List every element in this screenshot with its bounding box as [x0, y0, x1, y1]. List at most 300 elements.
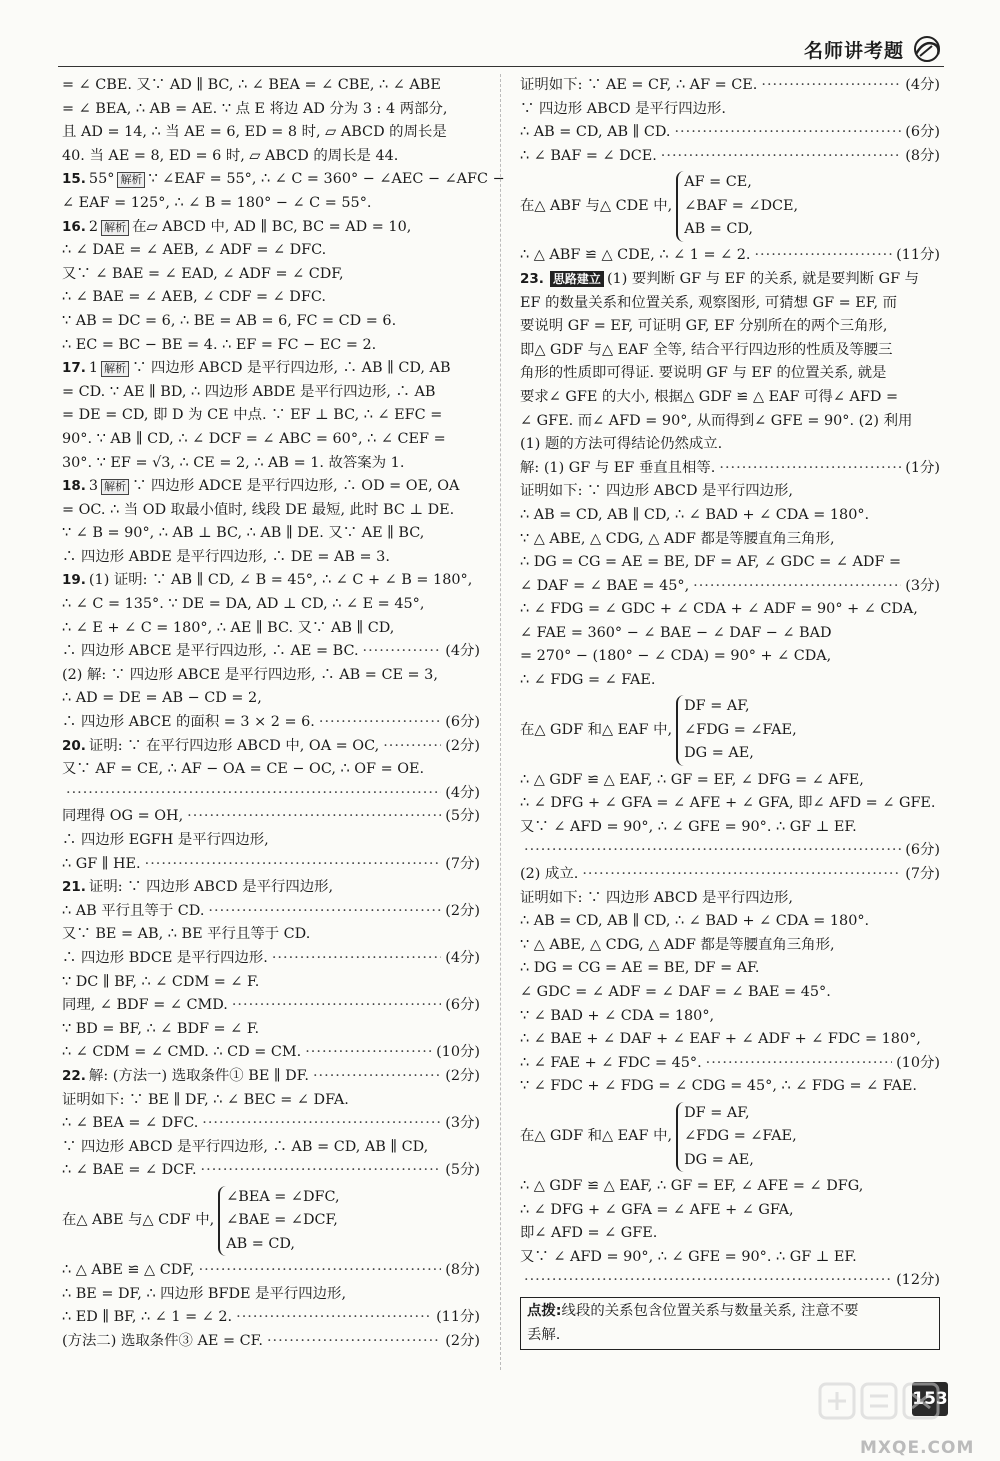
system-brace [676, 695, 797, 766]
line-content [520, 1178, 863, 1194]
line-text: 在▱ ABCD 中, AD ∥ BC, BC = AD = 10, [132, 218, 412, 235]
line-text: ∴ 四边形 ABCE 的面积 = 3 × 2 = 6. [62, 714, 315, 731]
analysis-tag: 解析 [101, 220, 129, 236]
text-line [62, 1259, 480, 1283]
text-line [62, 145, 480, 169]
text-line [520, 598, 940, 622]
line-content [62, 900, 204, 924]
score-points: (6分) [905, 842, 940, 859]
line-content [62, 1330, 263, 1354]
line-content [62, 947, 268, 971]
line-content [62, 1159, 197, 1183]
text-line [520, 887, 940, 911]
text-line [520, 816, 940, 840]
text-line [520, 339, 940, 363]
text-line [520, 1222, 940, 1246]
line-content [62, 431, 446, 447]
line-text: ∵ BD = BF, ∴ ∠ BDF = ∠ F. [62, 1020, 260, 1037]
leader-dots [582, 863, 901, 887]
line-text: (1) 证明: ∵ AB ∥ CD, ∠ B = 45°, ∴ ∠ C + ∠ B = 180°, [88, 572, 473, 589]
line-content [520, 342, 893, 358]
answer-value: 3 [88, 478, 99, 495]
line-text: ∵ 四边形 ABCD 是平行四边形, ∴ AB = CD, AB ∥ CD, [62, 1138, 429, 1155]
line-content [520, 863, 578, 887]
system-intro: 在△ GDF 和△ EAF 中, [520, 1128, 673, 1145]
line-text: 又∵ BE = AB, ∴ BE 平行且等于 CD. [62, 926, 311, 943]
line-content [520, 531, 835, 547]
text-line [62, 971, 480, 995]
line-text: 又∵ ∠ AFD = 90°, ∴ ∠ GFE = 90°. ∴ GF ⊥ EF. [520, 1248, 857, 1265]
question-number: 19. [62, 572, 86, 589]
text-line [520, 910, 940, 934]
line-text: ∴ AD = DE = AB − CD = 2, [62, 690, 262, 707]
system-row: ∠FDG = ∠FAE, [684, 721, 797, 738]
line-content [62, 640, 359, 664]
line-text: = 270° − (180° − ∠ CDA) = 90° + ∠ CDA, [520, 648, 832, 665]
text-line [62, 1306, 480, 1330]
system-row: DG = AE, [684, 1151, 754, 1168]
text-line [520, 575, 940, 599]
line-text: 30°. ∵ EF = √3, ∴ CE = 2, ∴ AB = 1. 故答案为 1. [62, 454, 405, 471]
system-row: DF = AF, [684, 698, 750, 715]
text-line [62, 947, 480, 971]
line-content [62, 502, 454, 518]
line-text: 角形的性质即可得证. 要说明 GF 与 EF 的位置关系, 就是 [520, 365, 887, 382]
text-line [62, 664, 480, 688]
line-text: ∴ AB = CD, AB ∥ CD. [520, 124, 671, 141]
right-column [520, 74, 940, 1350]
text-line [62, 404, 480, 428]
line-content [520, 648, 831, 664]
line-content [62, 407, 442, 423]
leader-dots [754, 244, 892, 268]
header-title: 名师讲考题 [803, 39, 904, 62]
line-text: (方法二) 选取条件③ AE = CF. [62, 1332, 263, 1349]
equation-system [520, 695, 940, 767]
line-text: = ∠ CBE. 又∵ AD ∥ BC, ∴ ∠ BEA = ∠ CBE, ∴ ∠ ABE [62, 77, 441, 93]
score-points: (6分) [445, 997, 480, 1014]
line-text: ∵ 四边形 ABCD 是平行四边形. [520, 100, 726, 117]
score-points: (11分) [896, 247, 940, 264]
line-content [520, 1031, 921, 1047]
line-content [62, 1139, 428, 1155]
line-text: ∠ EAF = 125°, ∴ ∠ B = 180° − ∠ C = 55°. [62, 194, 372, 211]
line-content [62, 101, 447, 117]
score-points: (3分) [905, 577, 940, 594]
text-line [62, 593, 480, 617]
text-line [520, 1246, 940, 1270]
text-line [62, 334, 480, 358]
score-points: (4分) [445, 949, 480, 966]
text-line [62, 239, 480, 263]
line-content [520, 295, 897, 311]
line-content [62, 1041, 301, 1065]
page-header [804, 32, 944, 66]
line-content [62, 360, 451, 376]
leader-dots [693, 575, 901, 599]
line-content [520, 1052, 702, 1076]
line-text: ∴ ∠ BEA = ∠ DFC. [62, 1115, 199, 1132]
system-row: DF = AF, [684, 1104, 750, 1121]
text-line [520, 839, 940, 863]
leader-dots [319, 711, 441, 735]
text-line [520, 480, 940, 504]
line-content [520, 554, 901, 570]
line-content [520, 244, 750, 268]
leader-dots [524, 839, 901, 863]
line-text: (2) 成立. [520, 866, 579, 883]
column-divider [500, 74, 501, 1370]
line-text: ∴ GF ∥ HE. [62, 855, 141, 872]
text-line [520, 457, 940, 481]
score-points: (8分) [905, 147, 940, 164]
text-line [62, 263, 480, 287]
score-points: (8分) [445, 1261, 480, 1278]
text-line [520, 292, 940, 316]
line-content [520, 145, 657, 169]
text-line [62, 640, 480, 664]
equation-system [62, 1185, 480, 1257]
line-text: ∴ △ GDF ≌ △ EAF, ∴ GF = EF, ∠ AFE = ∠ DFG, [520, 1177, 864, 1194]
line-text: ∴ DG = CG = AE = BE, DF = AF, ∠ GDC = ∠ ADF = [520, 554, 902, 571]
line-content [62, 926, 310, 942]
score-points: (7分) [445, 855, 480, 872]
line-content [62, 1306, 232, 1330]
line-text: ∠ GDC = ∠ ADF = ∠ DAF = ∠ BAE = 45°. [520, 984, 831, 1000]
line-content [62, 667, 438, 683]
question-number: 21. [62, 879, 86, 896]
score-points: (6分) [445, 714, 480, 731]
line-text: ∴ △ ABF ≌ △ CDE, ∴ ∠ 1 = ∠ 2. [520, 247, 751, 264]
text-line [520, 268, 940, 292]
line-content [62, 171, 505, 187]
text-line [520, 551, 940, 575]
leader-dots [272, 947, 441, 971]
text-line [62, 782, 480, 806]
line-content [62, 148, 398, 164]
question-number: 18. [62, 478, 86, 495]
answer-value: 1 [88, 360, 99, 377]
text-line [520, 981, 940, 1005]
line-text: ∵ DC ∥ BF, ∴ ∠ CDM = ∠ F. [62, 973, 260, 990]
line-content [62, 455, 404, 471]
text-line [62, 1065, 480, 1089]
line-text: ∴ EC = BC − BE = 4. ∴ EF = FC − EC = 2. [62, 336, 377, 353]
leader-dots [363, 640, 442, 664]
text-line [62, 499, 480, 523]
line-content [62, 289, 326, 305]
tip-label: 点拨: [527, 1302, 562, 1319]
text-line [62, 357, 480, 381]
line-content [62, 478, 459, 494]
text-line [62, 1018, 480, 1042]
line-content [62, 124, 447, 140]
line-text: 证明: ∵ 在平行四边形 ABCD 中, OA = OC, [88, 737, 380, 754]
line-text: ∴ ∠ E + ∠ C = 180°, ∴ AE ∥ BC. 又∵ AB ∥ CD, [62, 619, 395, 636]
line-content [520, 1225, 657, 1241]
line-text: ∴ ∠ BAE + ∠ DAF + ∠ EAF + ∠ ADF + ∠ FDC = 180°, [520, 1031, 921, 1048]
line-text: 要求∠ GFE 的大小, 根据△ GDF ≌ △ EAF 可得∠ AFD = [520, 388, 899, 405]
system-row: DG = AE, [684, 745, 754, 762]
score-points: (3分) [445, 1115, 480, 1132]
watermark-text: MXQE.COM [860, 1438, 975, 1458]
tip-line [527, 1300, 933, 1324]
line-text: ∴ ∠ C = 135°. ∵ DE = DA, AD ⊥ CD, ∴ ∠ E = 45°, [62, 596, 425, 613]
text-line [62, 546, 480, 570]
text-line [62, 735, 480, 759]
leader-dots [66, 782, 441, 806]
line-text: ∵ 四边形 ADCE 是平行四边形, ∴ OD = OE, OA [132, 478, 460, 495]
tip-box [520, 1297, 940, 1350]
line-text: 又∵ ∠ AFD = 90°, ∴ ∠ GFE = 90°. ∴ GF ⊥ EF. [520, 818, 857, 835]
line-content [520, 1249, 857, 1265]
line-content [62, 1259, 195, 1283]
score-points: (4分) [905, 77, 940, 93]
text-line [62, 1159, 480, 1183]
line-text: ∴ △ GDF ≌ △ EAF, ∴ GF = EF, ∠ DFG = ∠ AFE, [520, 771, 864, 788]
analysis-tag: 解析 [101, 479, 129, 495]
score-points: (4分) [445, 784, 480, 801]
answer-value: 2 [88, 218, 99, 235]
answer-value: 55° [88, 171, 115, 188]
leader-dots [267, 1330, 441, 1354]
line-text: 证明如下: ∵ 四边形 ABCD 是平行四边形, [520, 483, 793, 500]
line-content [520, 318, 888, 334]
text-line [520, 1199, 940, 1223]
line-content [62, 337, 376, 353]
score-points: (10分) [436, 1044, 480, 1061]
line-content [520, 913, 869, 929]
page-number: 153 [912, 1382, 948, 1416]
text-line [520, 1175, 940, 1199]
line-text: ∴ 四边形 BDCE 是平行四边形. [62, 949, 268, 966]
leader-dots [706, 1052, 892, 1076]
line-text: 又∵ AF = CE, ∴ AF − OA = CE − OC, ∴ OF = OE. [62, 761, 425, 778]
leader-dots [313, 1065, 441, 1089]
leader-dots [661, 145, 901, 169]
line-text: (2) 解: ∵ 四边形 ABCE 是平行四边形, ∴ AB = CE = 3, [62, 666, 438, 683]
line-content [520, 483, 793, 499]
text-line [62, 192, 480, 216]
line-text: ∴ ∠ BAE = ∠ DCF. [62, 1162, 197, 1179]
text-line [62, 876, 480, 900]
line-content [62, 1112, 198, 1136]
system-row: AB = CD, [684, 221, 753, 238]
line-content [520, 1078, 917, 1094]
leader-dots [201, 1159, 442, 1183]
line-text: (1) 要判断 GF 与 EF 的关系, 就是要判断 GF 与 [606, 270, 920, 287]
line-text: 即△ GDF 与△ EAF 全等, 结合平行四边形的性质及等腰三 [520, 341, 893, 358]
text-line [62, 687, 480, 711]
text-line [520, 315, 940, 339]
system-brace [676, 171, 798, 242]
text-line [62, 216, 480, 240]
leader-dots [208, 900, 441, 924]
system-row: ∠FDG = ∠FAE, [684, 1128, 797, 1145]
text-line [62, 923, 480, 947]
line-content [520, 271, 919, 287]
line-text: ∴ ∠ DFG + ∠ GFA = ∠ AFE + ∠ GFA, [520, 1201, 794, 1218]
text-line [62, 853, 480, 877]
line-content [520, 507, 869, 523]
text-line [62, 381, 480, 405]
text-line [520, 362, 940, 386]
line-text: ∠ GFE. 而∠ AFD = 90°, 从而得到∠ GFE = 90°. (2) 利用 [520, 412, 913, 429]
line-text: 证明如下: ∵ AE = CF, ∴ AF = CE. [520, 77, 758, 93]
text-line [62, 805, 480, 829]
line-content [62, 1021, 259, 1037]
text-line [520, 669, 940, 693]
system-brace [676, 1102, 797, 1173]
line-text: ∵ 四边形 ABCD 是平行四边形, ∴ AB ∥ CD, AB [132, 360, 451, 377]
question-number: 15. [62, 171, 86, 188]
score-points: (2分) [445, 1332, 480, 1349]
line-content [62, 77, 441, 93]
line-text: ∴ ED ∥ BF, ∴ ∠ 1 = ∠ 2. [62, 1309, 233, 1326]
text-line [62, 475, 480, 499]
line-text: ∴ AB = CD, AB ∥ CD, ∴ ∠ BAD + ∠ CDA = 180°. [520, 506, 870, 523]
line-content [62, 242, 326, 258]
text-line [520, 145, 940, 169]
text-line [520, 410, 940, 434]
line-content [62, 596, 424, 612]
text-line [520, 934, 940, 958]
line-content [62, 1065, 309, 1089]
line-text: = CD. ∵ AE ∥ BD, ∴ 四边形 ABDE 是平行四边形, ∴ AB [62, 383, 436, 400]
text-line [520, 1269, 940, 1293]
line-text: 证明如下: ∵ 四边形 ABCD 是平行四边形, [520, 889, 793, 906]
line-content [520, 101, 726, 117]
line-text: ∴ ∠ FAE + ∠ FDC = 45°. [520, 1054, 702, 1071]
line-content [520, 672, 655, 688]
line-content [520, 575, 689, 599]
line-content [62, 525, 424, 541]
system-brace [218, 1186, 339, 1257]
leader-dots [383, 735, 441, 759]
line-text: 证明: ∵ 四边形 ABCD 是平行四边形, [88, 879, 334, 896]
text-line [62, 617, 480, 641]
question-number: 20. [62, 737, 86, 754]
text-line [520, 1028, 940, 1052]
text-line [62, 711, 480, 735]
question-number: 23. [520, 270, 544, 287]
text-line [62, 994, 480, 1018]
line-text: 同理, ∠ BDF = ∠ CMD. [62, 997, 228, 1014]
text-line [62, 1089, 480, 1113]
line-content [520, 601, 918, 617]
text-line [520, 98, 940, 122]
text-line [62, 98, 480, 122]
analysis-tag: 解析 [117, 172, 145, 188]
line-text: ∠ DAF = ∠ BAE = 45°, [520, 577, 690, 594]
line-text: 解: (1) GF 与 EF 垂直且相等. [520, 459, 716, 476]
line-text: 要说明 GF = EF, 可证明 GF, EF 分别所在的两个三角形, [520, 318, 888, 335]
leader-dots [761, 74, 901, 98]
leader-dots [719, 457, 901, 481]
line-text: ∵ ∠ B = 90°, ∴ AB ⊥ BC, ∴ AB ∥ DE. 又∵ AE ∥ BC, [62, 525, 425, 542]
line-content [520, 795, 936, 811]
line-content [520, 457, 715, 481]
line-text: ∴ AB = CD, AB ∥ CD, ∴ ∠ BAD + ∠ CDA = 180°. [520, 913, 870, 930]
line-content [62, 761, 424, 777]
line-text: 证明如下: ∵ BE ∥ DF, ∴ ∠ BEC = ∠ DFA. [62, 1091, 349, 1108]
left-column [62, 74, 505, 1353]
score-points: (10分) [896, 1054, 940, 1071]
text-line [62, 74, 480, 98]
equation-system [520, 170, 940, 242]
text-line [62, 1112, 480, 1136]
line-text: ∵ △ ABE, △ CDG, △ ADF 都是等腰直角三角形, [520, 530, 835, 547]
line-text: ∴ ∠ BAE = ∠ AEB, ∠ CDF = ∠ DFC. [62, 289, 326, 306]
line-text: ∴ ∠ DFG + ∠ GFA = ∠ AFE + ∠ GFA, 即∠ AFD = ∠ GFE. [520, 795, 936, 812]
line-text: EF 的数量关系和位置关系, 观察图形, 可猜想 GF = EF, 而 [520, 294, 898, 311]
line-content [62, 572, 472, 588]
leader-dots [232, 994, 441, 1018]
text-line [520, 769, 940, 793]
score-points: (1分) [905, 459, 940, 476]
score-points: (4分) [445, 643, 480, 660]
line-text: 解: (方法一) 选取条件① BE ∥ DF. [88, 1067, 309, 1084]
line-text: ∴ △ ABE ≌ △ CDF, [62, 1261, 195, 1278]
text-line [520, 504, 940, 528]
line-content [520, 890, 793, 906]
line-content [520, 1008, 714, 1024]
line-content [62, 994, 228, 1018]
line-text: ∵ ∠EAF = 55°, ∴ ∠ C = 360° − ∠AEC − ∠AFC − [148, 171, 505, 188]
text-line [520, 528, 940, 552]
line-text: = DE = CD, 即 D 为 CE 中点. ∵ EF ⊥ BC, ∴ ∠ EFC = [62, 407, 443, 424]
line-text: (1) 题的方法可得结论仍然成立. [520, 436, 723, 453]
tip-text-2: 丢解. [527, 1326, 561, 1343]
line-content [62, 384, 435, 400]
line-text: ∴ BE = DF, ∴ 四边形 BFDE 是平行四边形, [62, 1285, 347, 1302]
line-content [520, 389, 898, 405]
score-points: (12分) [896, 1272, 940, 1289]
text-line [62, 428, 480, 452]
leader-dots [305, 1041, 432, 1065]
line-text: ∵ ∠ FDC + ∠ FDG = ∠ CDG = 45°, ∴ ∠ FDG = ∠ FAE. [520, 1078, 917, 1095]
line-content [520, 1202, 794, 1218]
line-text: ∴ ∠ FDG = ∠ FAE. [520, 672, 656, 689]
line-text: ∴ ∠ CDM = ∠ CMD. ∴ CD = CM. [62, 1044, 302, 1061]
line-text: 40. 当 AE = 8, ED = 6 时, ▱ ABCD 的周长是 44. [62, 147, 399, 164]
text-line [520, 792, 940, 816]
brand-logo-icon [910, 34, 944, 64]
line-content [62, 1286, 346, 1302]
text-line [62, 121, 480, 145]
leader-dots [236, 1306, 432, 1330]
line-content [62, 879, 333, 895]
line-text: ∵ AB = DC = 6, ∴ BE = AB = 6, FC = CD = 6. [62, 312, 397, 329]
system-row: AF = CE, [684, 173, 752, 190]
text-line [520, 863, 940, 887]
line-content [62, 266, 344, 282]
line-text: ∠ FAE = 360° − ∠ BAE − ∠ DAF − ∠ BAD [520, 624, 832, 641]
line-text: ∴ ∠ BAF = ∠ DCE. [520, 147, 657, 164]
tip-text: 线段的关系包含位置关系与数量关系, 注意不要 [561, 1302, 859, 1319]
line-text: ∵ ∠ BAD + ∠ CDA = 180°, [520, 1007, 715, 1024]
text-line [520, 433, 940, 457]
text-line [62, 310, 480, 334]
score-points: (6分) [905, 124, 940, 141]
question-number: 17. [62, 360, 86, 377]
line-content [520, 772, 864, 788]
text-line [62, 1330, 480, 1354]
line-text: ∴ 四边形 EGFH 是平行四边形, [62, 832, 269, 848]
text-line [62, 829, 480, 853]
line-text: ∴ 四边形 ABDE 是平行四边形, ∴ DE = AB = 3. [62, 548, 390, 565]
text-line [62, 168, 505, 192]
